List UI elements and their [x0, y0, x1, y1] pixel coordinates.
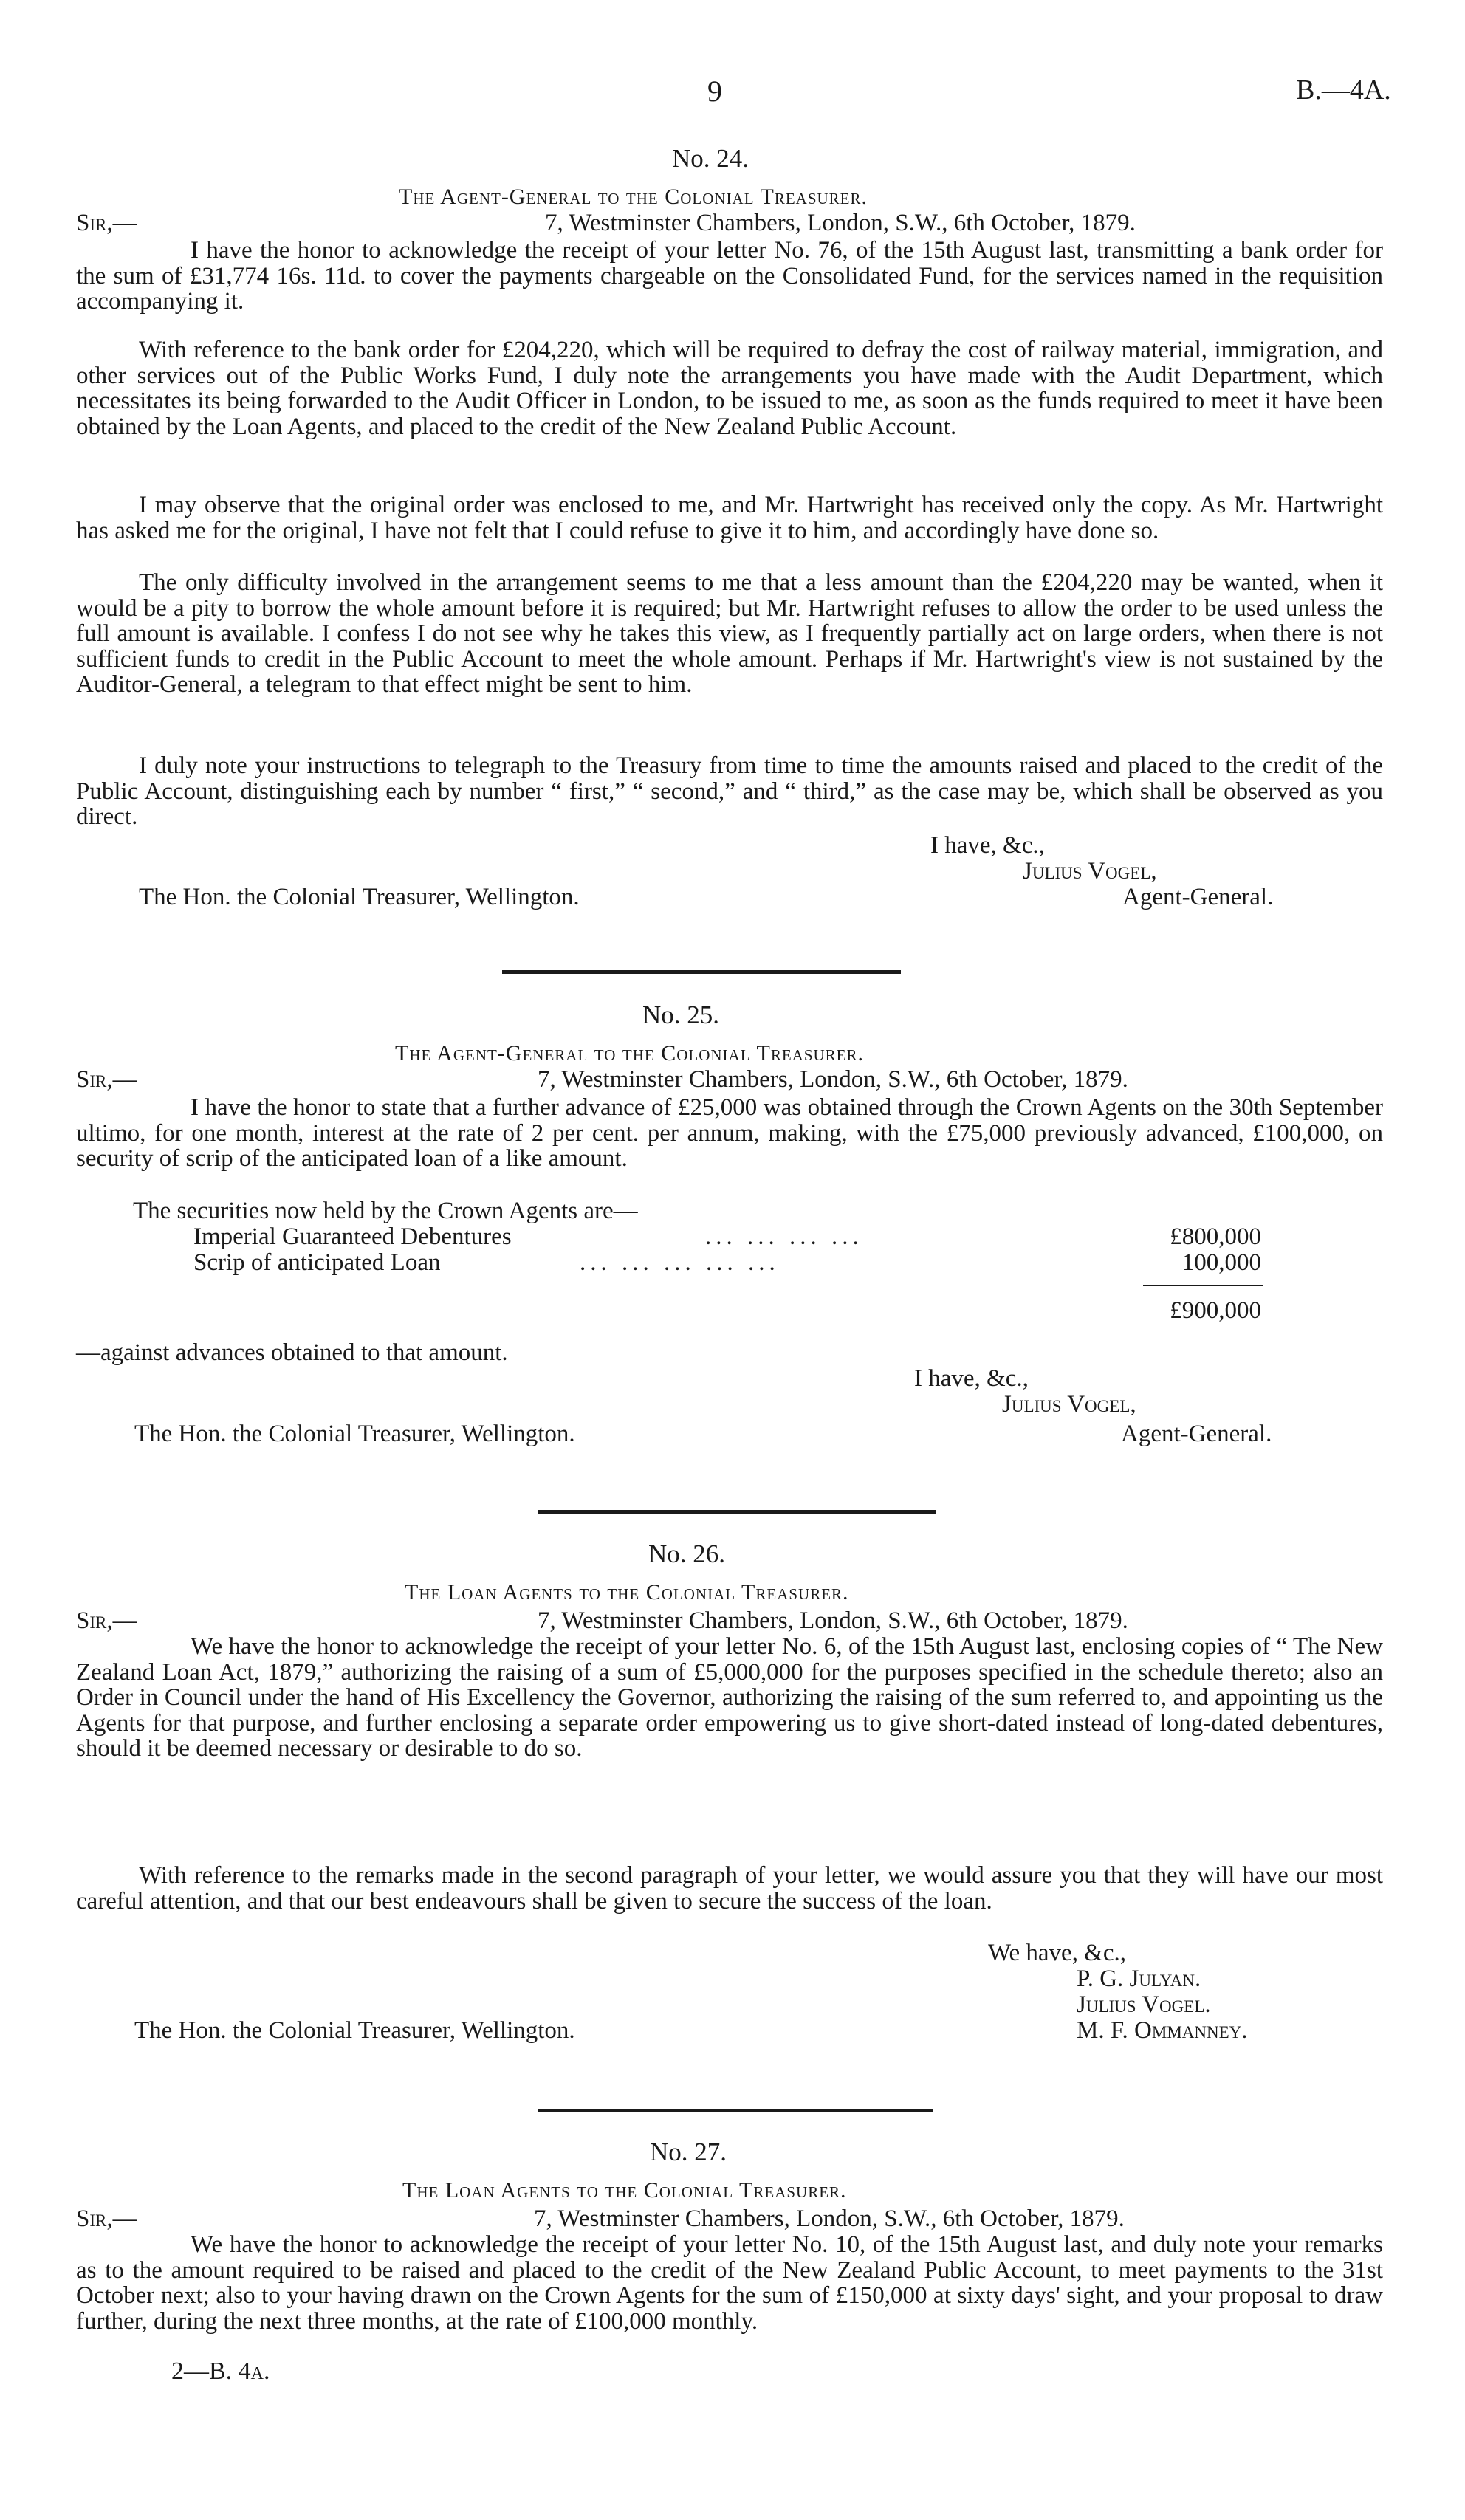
letter-number: No. 27.	[650, 2138, 727, 2166]
salutation: Sir,—	[76, 210, 137, 236]
letter-title: The Loan Agents to the Colonial Treasurer.	[405, 1580, 849, 1604]
paragraph: We have the honor to acknowledge the receipt of your letter No. 6, of the 15th August last, enclosing copies of “ The New Zealand Loan Act, 1879,” authorizing the raising of a sum of £5,000,000 for the purposes specified in the schedule thereto; also an Order in Council under the hand of His Excellency the Governor, authorizing the raising of the sum referred to, and appointing us the Agents for that purpose, and further enclosing a separate order empowering us to give short-dated instead of long-dated debentures, should it be deemed necessary or desirable to do so.	[76, 1633, 1383, 1762]
dot-leaders: ... ... ... ...	[705, 1223, 863, 1250]
addressee: The Hon. the Colonial Treasurer, Wellington.	[134, 2017, 575, 2044]
addressee: The Hon. the Colonial Treasurer, Wellington.	[139, 884, 580, 910]
paragraph: The securities now held by the Crown Agents are—	[133, 1198, 638, 1224]
security-label: Imperial Guaranteed Debentures	[193, 1223, 512, 1250]
dateline: 7, Westminster Chambers, London, S.W., 6th October, 1879.	[534, 2205, 1125, 2232]
paragraph: The only difficulty involved in the arrangement seems to me that a less amount than the £204,220 may be wanted, when it would be a pity to borrow the whole amount before it is required; but Mr. Hartwright refuses to allow the order to be used unless the full amount is available. I confess I do not see why he takes this view, as I frequently partially act on large orders, when there is not sufficient funds to credit in the Public Account to meet the whole amount. Perhaps if Mr. Hartwright's view is not sustained by the Auditor-General, a telegram to that effect might be sent to him.	[76, 569, 1383, 698]
signature-mark: 2—B. 4a.	[171, 2358, 270, 2385]
signatory: P. G. Julyan.	[1077, 1965, 1201, 1992]
signatory: M. F. Ommanney.	[1077, 2017, 1248, 2044]
paragraph: I have the honor to acknowledge the receipt of your letter No. 76, of the 15th August last, transmitting a bank order for the sum of £31,774 16s. 11d. to cover the payments chargeable on the Consolidated Fund, for the services named in the requisition accompanying it.	[76, 237, 1383, 315]
letter-title: The Agent-General to the Colonial Treasurer.	[395, 1041, 865, 1065]
addressee: The Hon. the Colonial Treasurer, Wellington.	[134, 1421, 575, 1447]
signatory: Julius Vogel,	[1023, 858, 1157, 885]
signatory: Julius Vogel,	[1002, 1391, 1136, 1418]
paragraph: I may observe that the original order was enclosed to me, and Mr. Hartwright has received only the copy. As Mr. Hartwright has asked me for the original, I have not felt that I could refuse to give it to him, and accordingly have done so.	[76, 492, 1383, 544]
paragraph: With reference to the remarks made in the second paragraph of your letter, we would assure you that they will have our most careful attention, and that our best endeavours shall be given to secure the success of the loan.	[76, 1862, 1383, 1915]
securities-total: £900,000	[1170, 1297, 1261, 1324]
section-divider	[538, 2109, 933, 2112]
salutation: Sir,—	[76, 1066, 137, 1093]
salutation: Sir,—	[76, 1607, 137, 1634]
salutation: Sir,—	[76, 2205, 137, 2232]
security-amount: 100,000	[1181, 1249, 1261, 1276]
dateline: 7, Westminster Chambers, London, S.W., 6th October, 1879.	[538, 1066, 1128, 1093]
section-divider	[502, 970, 901, 974]
letter-number: No. 24.	[672, 144, 749, 173]
total-rule	[1143, 1285, 1263, 1286]
paragraph: We have the honor to acknowledge the receipt of your letter No. 10, of the 15th August last, and duly note your remarks as to the amount required to be raised and placed to the credit of the New Zealand Public Account, to meet payments to the 31st October next; also to your having drawn on the Crown Agents for the sum of £150,000 at sixty days' sight, and your proposal to draw further, during the next three months, at the rate of £100,000 monthly.	[76, 2231, 1383, 2335]
page-number: 9	[707, 75, 722, 108]
letter-title: The Agent-General to the Colonial Treasurer.	[399, 185, 868, 209]
letter-number: No. 26.	[648, 1539, 726, 1568]
dot-leaders: ... ... ... ... ...	[580, 1249, 780, 1276]
letter-number: No. 25.	[642, 1000, 720, 1029]
dateline: 7, Westminster Chambers, London, S.W., 6th October, 1879.	[545, 210, 1136, 236]
paragraph: I duly note your instructions to telegraph to the Treasury from time to time the amounts raised and placed to the credit of the Public Account, distinguishing each by number “ first,” “ second,” and “ third,” as the case may be, which shall be observed as you direct.	[76, 752, 1383, 830]
closing: We have, &c.,	[988, 1940, 1127, 1966]
after-table-text: —against advances obtained to that amount.	[76, 1339, 508, 1366]
signatory-title: Agent-General.	[1122, 884, 1274, 910]
letter-title: The Loan Agents to the Colonial Treasurer.	[402, 2178, 847, 2203]
dateline: 7, Westminster Chambers, London, S.W., 6th October, 1879.	[538, 1607, 1128, 1634]
section-divider	[538, 1510, 936, 1514]
document-reference: B.—4A.	[1296, 75, 1391, 106]
security-label: Scrip of anticipated Loan	[193, 1249, 441, 1276]
signatory-title: Agent-General.	[1121, 1421, 1272, 1447]
signatory: Julius Vogel.	[1077, 1991, 1211, 2018]
closing: I have, &c.,	[914, 1365, 1029, 1392]
paragraph: I have the honor to state that a further advance of £25,000 was obtained through the Crown Agents on the 30th September ultimo, for one month, interest at the rate of 2 per cent. per annum, making, with the £75,000 previously advanced, £100,000, on security of scrip of the anticipated loan of a like amount.	[76, 1094, 1383, 1172]
security-amount: £800,000	[1170, 1223, 1261, 1250]
paragraph: With reference to the bank order for £204,220, which will be required to defray the cost of railway material, immigration, and other services out of the Public Works Fund, I duly note the arrangements you have made with the Audit Department, which necessitates its being forwarded to the Audit Officer in London, to be issued to me, as soon as the funds required to meet it have been obtained by the Loan Agents, and placed to the credit of the New Zealand Public Account.	[76, 337, 1383, 440]
closing: I have, &c.,	[930, 832, 1045, 859]
